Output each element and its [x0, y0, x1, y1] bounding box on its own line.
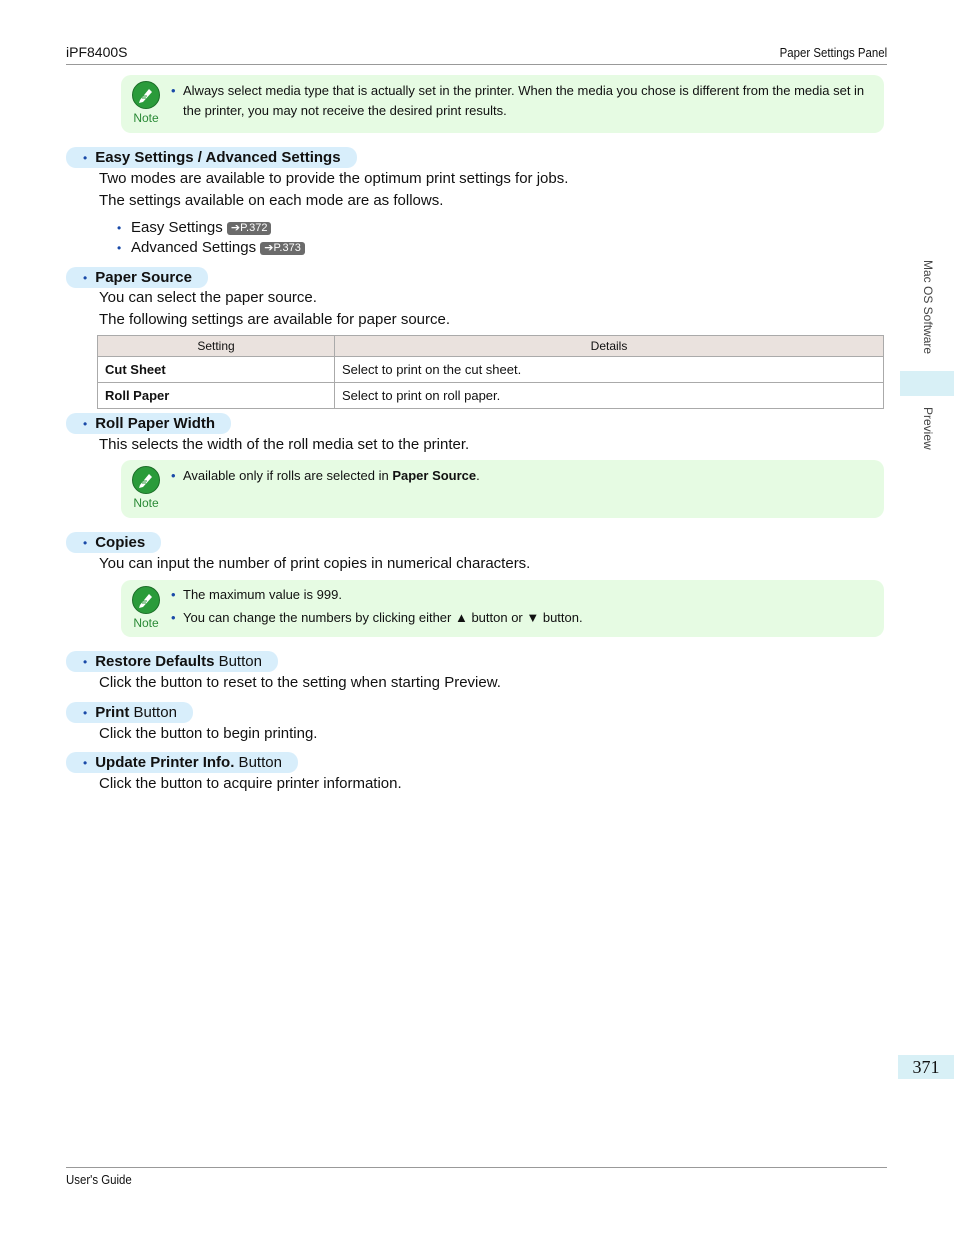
paragraph: This selects the width of the roll media set to the printer. — [99, 436, 470, 453]
list-item-easy-settings: • Easy Settings ➔P.372 — [117, 218, 305, 238]
note-item: • Available only if rolls are selected in Paper Source. — [171, 468, 480, 483]
header-product: iPF8400S — [66, 44, 128, 60]
note-item: • You can change the numbers by clicking either ▲ button or ▼ button. — [171, 610, 583, 625]
table-cell: Cut Sheet — [98, 357, 335, 383]
note-icon — [131, 81, 161, 125]
paragraph: The following settings are available for paper source. — [99, 311, 451, 328]
footer-guide-title: User's Guide — [66, 1172, 132, 1187]
footer-divider — [66, 1167, 887, 1168]
header-section-title: Paper Settings Panel — [779, 45, 887, 60]
note-box-copies — [121, 580, 884, 637]
section-heading-easy-advanced: • Easy Settings / Advanced Settings — [66, 147, 357, 168]
header-divider — [66, 64, 887, 65]
table-row — [98, 357, 884, 383]
note-item: • The maximum value is 999. — [171, 587, 342, 602]
table-header: Setting — [98, 336, 335, 357]
paragraph: The settings available on each mode are as follows. — [99, 192, 444, 209]
paragraph: Click the button to reset to the setting when starting Preview. — [99, 674, 501, 691]
side-tab-mac-os-software[interactable]: Mac OS Software — [921, 260, 935, 355]
note-box-roll-width — [121, 460, 884, 518]
note-label: Note — [133, 496, 159, 510]
section-heading-copies: • Copies — [66, 532, 161, 553]
paragraph: Click the button to acquire printer information. — [99, 775, 402, 792]
section-heading-restore-defaults: • Restore Defaults Button — [66, 651, 278, 672]
page-number: 371 — [898, 1055, 954, 1079]
mode-list — [117, 218, 305, 258]
section-heading-paper-source: • Paper Source — [66, 267, 208, 288]
table-cell: Select to print on roll paper. — [335, 383, 884, 409]
page-ref-link[interactable]: ➔P.372 — [227, 222, 272, 235]
table-row — [98, 383, 884, 409]
paragraph: Click the button to begin printing. — [99, 725, 318, 742]
section-heading-update-printer-info: • Update Printer Info. Button — [66, 752, 298, 773]
paper-source-table — [97, 335, 884, 409]
paragraph: You can select the paper source. — [99, 289, 317, 306]
note-icon — [131, 466, 161, 510]
table-cell: Roll Paper — [98, 383, 335, 409]
note-icon — [131, 586, 161, 630]
table-cell: Select to print on the cut sheet. — [335, 357, 884, 383]
note-box-media-type — [121, 75, 884, 133]
section-heading-print: • Print Button — [66, 702, 193, 723]
table-header: Details — [335, 336, 884, 357]
note-item: • Always select media type that is actually set in the printer. When the media you chose is different from the media set in the printer, you may not receive the desired print results. — [171, 83, 865, 118]
side-tab-preview[interactable]: Preview — [921, 407, 935, 450]
paragraph: You can input the number of print copies in numerical characters. — [99, 555, 531, 572]
note-label: Note — [133, 111, 159, 125]
note-label: Note — [133, 616, 159, 630]
page-ref-link[interactable]: ➔P.373 — [260, 242, 305, 255]
section-heading-roll-paper-width: • Roll Paper Width — [66, 413, 231, 434]
list-item-advanced-settings: • Advanced Settings ➔P.373 — [117, 238, 305, 258]
paragraph: Two modes are available to provide the optimum print settings for jobs. — [99, 170, 569, 187]
side-tab-highlight — [900, 371, 954, 396]
